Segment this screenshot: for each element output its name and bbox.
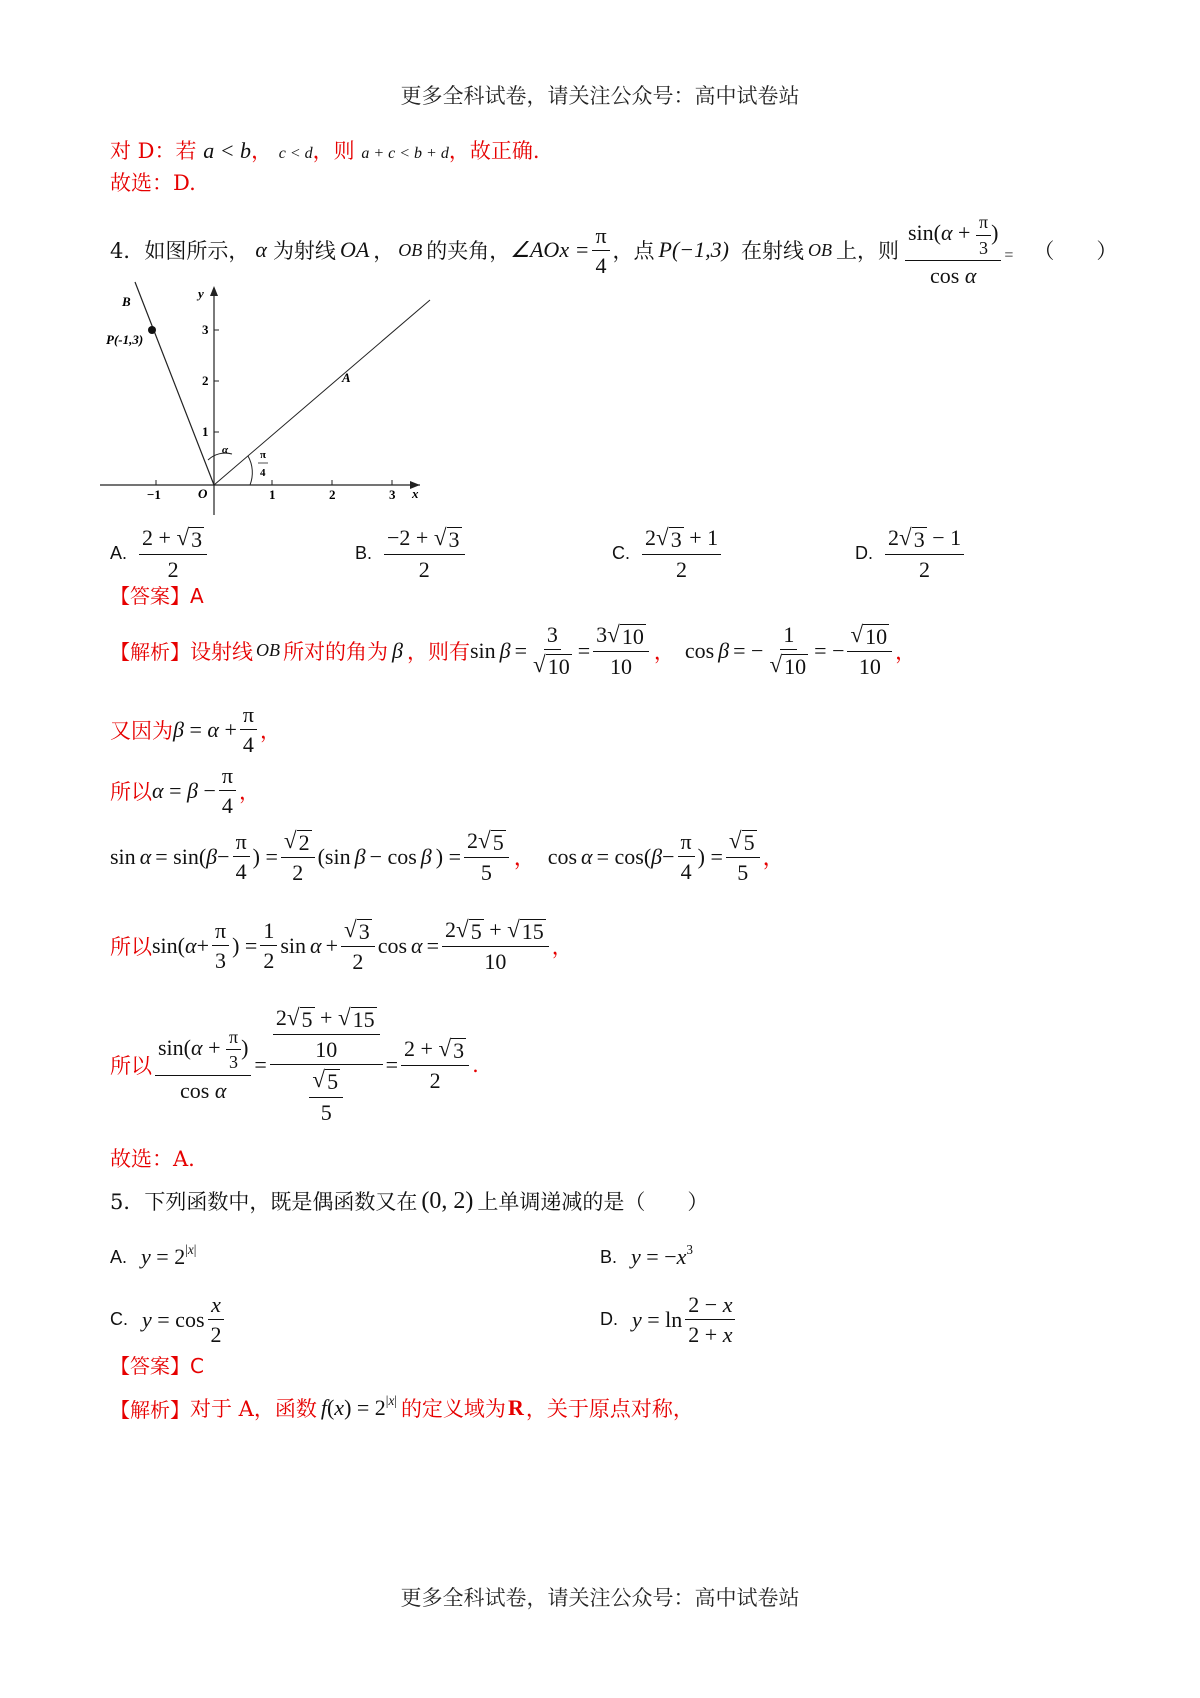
- ray-oa: OA: [339, 237, 370, 263]
- q4-analysis-3: 所以 α = β − $\frac{\pi}{4}$ ，: [110, 763, 260, 819]
- option-value: $y = 2^{|x|}$: [141, 1242, 197, 1269]
- y-arrow: [210, 286, 218, 296]
- option-label: C.: [110, 1309, 128, 1330]
- label-pi: π: [260, 449, 267, 461]
- q4-number: 4．如图所示，: [110, 239, 250, 264]
- text: 的定义域为: [400, 1397, 506, 1421]
- den: 2: [676, 557, 688, 583]
- pi-over-4: $\frac{\pi}{4}$: [592, 223, 609, 279]
- text: 对于 A，函数: [190, 1397, 317, 1421]
- q5-answer: 【答案】C: [110, 1354, 204, 1378]
- sep: ，则: [312, 139, 355, 163]
- d-prefix: 对 D：若: [110, 139, 197, 163]
- y-tick-1: 1: [202, 424, 209, 439]
- q4-option-c[interactable]: [612, 525, 724, 582]
- ray-ob: OB: [807, 239, 832, 260]
- equals: =: [1004, 247, 1014, 265]
- final-ratio-eq: sin(α + $\frac{\pi}{3}$ ) cos α = 2 √ 5 + √ 15 10 √ 5 5 = 2 + √ 3 2: [152, 1005, 472, 1125]
- text: 所以: [110, 1053, 152, 1078]
- ray-oa-line: [214, 300, 430, 485]
- label-x: x: [412, 486, 419, 501]
- label-b: B: [122, 294, 131, 309]
- sin-sum-eq: sin( α + $\frac{\pi}{3}$ ) = $\frac{1}{2}$ sin α + √ 3 2 cos α = 2 √ 5 + √ 15 10: [152, 917, 552, 974]
- option-value: y = ln $\frac{2 - x}{2 + x}$: [632, 1292, 738, 1348]
- option-label: B.: [355, 543, 373, 564]
- label-o: O: [198, 486, 208, 501]
- point-p: P(−1,3): [658, 237, 729, 263]
- d-option-analysis: [110, 135, 540, 165]
- sin-beta-eq: sin β = 3 √ 10 = 3 √ 10 10: [470, 622, 652, 679]
- text: ，则有: [406, 639, 470, 664]
- text: ，点: [612, 239, 655, 264]
- text: 的夹角，: [426, 239, 511, 264]
- cond-a-lt-b: a < b: [203, 138, 252, 163]
- den: 2: [919, 557, 931, 583]
- text: 所以: [110, 934, 152, 959]
- option-value: 2 + √ 3 2: [139, 525, 207, 582]
- angle-aox: ∠AOx =: [510, 237, 590, 263]
- answer-paren: （ ）: [1033, 239, 1118, 264]
- q5-option-d[interactable]: [600, 1292, 738, 1348]
- option-value: y = cos $\frac{x}{2}$: [142, 1292, 228, 1348]
- q4-option-b[interactable]: [355, 525, 468, 582]
- den: 2: [167, 557, 179, 583]
- x-tick-1: 1: [269, 487, 276, 502]
- text: 所以: [110, 779, 152, 804]
- q4-analysis-4: sin α = sin( β − $\frac{\pi}{4}$ ) = √ 2 2 (sin β − cos β ) = 2 √ 5 5 ， cos α = cos( β − $\frac{\pi}{4}$ ) = √ 5 5 ，: [110, 827, 785, 886]
- label-y: y: [198, 286, 204, 301]
- function-f: $f(x) = 2^{|x|}$: [320, 1393, 397, 1420]
- option-value: 2 √ 3 − 1 2: [885, 525, 964, 582]
- alpha-arc: [208, 453, 232, 460]
- option-label: B.: [600, 1246, 618, 1267]
- option-value: 2 √ 3 + 1 2: [642, 525, 721, 582]
- text: 5．下列函数中，既是偶函数又在: [110, 1190, 418, 1214]
- q4-analysis-6: 所以 sin(α + $\frac{\pi}{3}$ ) cos α = 2 √ 5 + √ 15 10 √ 5 5 = 2 + √ 3 2 .: [110, 1004, 479, 1125]
- label-p: P(-1,3): [106, 332, 144, 347]
- q4-analysis-5: 所以 sin( α + $\frac{\pi}{3}$ ) = $\frac{1}{2}$ sin α + √ 3 2 cos α = 2 √ 5 + √ 15 10 ，: [110, 916, 573, 975]
- text: 在射线: [740, 239, 804, 264]
- alpha-symbol: α: [255, 237, 267, 263]
- choose-a: 故选：A.: [110, 1147, 195, 1171]
- text: 所对的角为: [283, 639, 388, 664]
- label-alpha: α: [222, 444, 229, 456]
- option-label: D.: [855, 543, 873, 564]
- y-tick-2: 2: [202, 373, 209, 388]
- option-label: C.: [612, 543, 630, 564]
- option-label: D.: [600, 1309, 618, 1330]
- text: ，关于原点对称，: [525, 1397, 694, 1421]
- text: 上单调递减的是（ ）: [477, 1190, 709, 1214]
- x-tick-3: 3: [389, 487, 396, 502]
- text: 又因为: [110, 718, 173, 743]
- choose-d: 故选：D.: [110, 171, 196, 195]
- set-r: R: [507, 1395, 524, 1420]
- coordinate-figure: [100, 280, 440, 520]
- text: 上，则: [835, 239, 899, 264]
- text: 设射线: [190, 639, 253, 664]
- beta-symbol: β: [392, 637, 403, 663]
- ray-ob: OB: [256, 640, 280, 661]
- target-expression: sin(α + $\frac{\pi}{3}$ ) cos α: [905, 212, 1001, 289]
- q4-option-a[interactable]: [110, 525, 210, 582]
- question-5-stem: [110, 1186, 708, 1216]
- label-4: 4: [260, 467, 266, 479]
- q5-analysis: [110, 1393, 694, 1423]
- option-value: −2 + √ 3 2: [384, 525, 465, 582]
- q4-option-d[interactable]: [855, 525, 967, 582]
- d-tail: ，故正确.: [448, 139, 540, 163]
- sep: ，: [251, 139, 273, 163]
- alpha-eq: α = β − $\frac{\pi}{4}$: [152, 763, 239, 819]
- page-header: 更多全科试卷，请关注公众号：高中试卷站: [400, 84, 800, 108]
- y-tick-3: 3: [202, 322, 209, 337]
- analysis-tag: 【解析】: [110, 640, 190, 665]
- q4-answer: 【答案】A: [110, 584, 204, 608]
- q5-option-c[interactable]: [110, 1292, 228, 1348]
- option-value: $y = -x^3$: [631, 1242, 693, 1269]
- text: 为射线: [272, 239, 336, 264]
- cond-sum: a + c < b + d: [361, 145, 449, 162]
- option-label: A.: [110, 543, 128, 564]
- pi4-arc: [248, 456, 252, 485]
- cond-c-lt-d: c < d: [278, 145, 313, 162]
- q4-analysis-2: 又因为 β = α + $\frac{\pi}{4}$ ，: [110, 702, 281, 758]
- point-p-dot: [148, 326, 156, 334]
- ray-ob: OB: [398, 239, 423, 260]
- beta-eq: β = α + $\frac{\pi}{4}$: [173, 702, 260, 758]
- den: 2: [418, 557, 430, 583]
- analysis-tag: 【解析】: [110, 1397, 190, 1422]
- question-4-stem: [110, 212, 1117, 289]
- q4-analysis-1: 【解析】 设射线 OB 所对的角为 β ，则有 sin β = 3 √ 10 = 3 √ 10 10 ， cos β = − 1 √ 10 = − √ 10 10 ，: [110, 621, 917, 680]
- x-tick-2: 2: [329, 487, 336, 502]
- interval: (0, 2): [421, 1187, 474, 1214]
- q5-option-b[interactable]: [600, 1244, 693, 1270]
- label-a: A: [342, 370, 351, 385]
- q5-option-a[interactable]: [110, 1244, 196, 1270]
- page-footer: 更多全科试卷，请关注公众号：高中试卷站: [400, 1586, 800, 1610]
- option-label: A.: [110, 1246, 128, 1267]
- x-tick-neg1: −1: [147, 487, 161, 502]
- cos-beta-eq: cos β = − 1 √ 10 = − √ 10 10: [685, 622, 895, 679]
- text: ，: [373, 239, 395, 264]
